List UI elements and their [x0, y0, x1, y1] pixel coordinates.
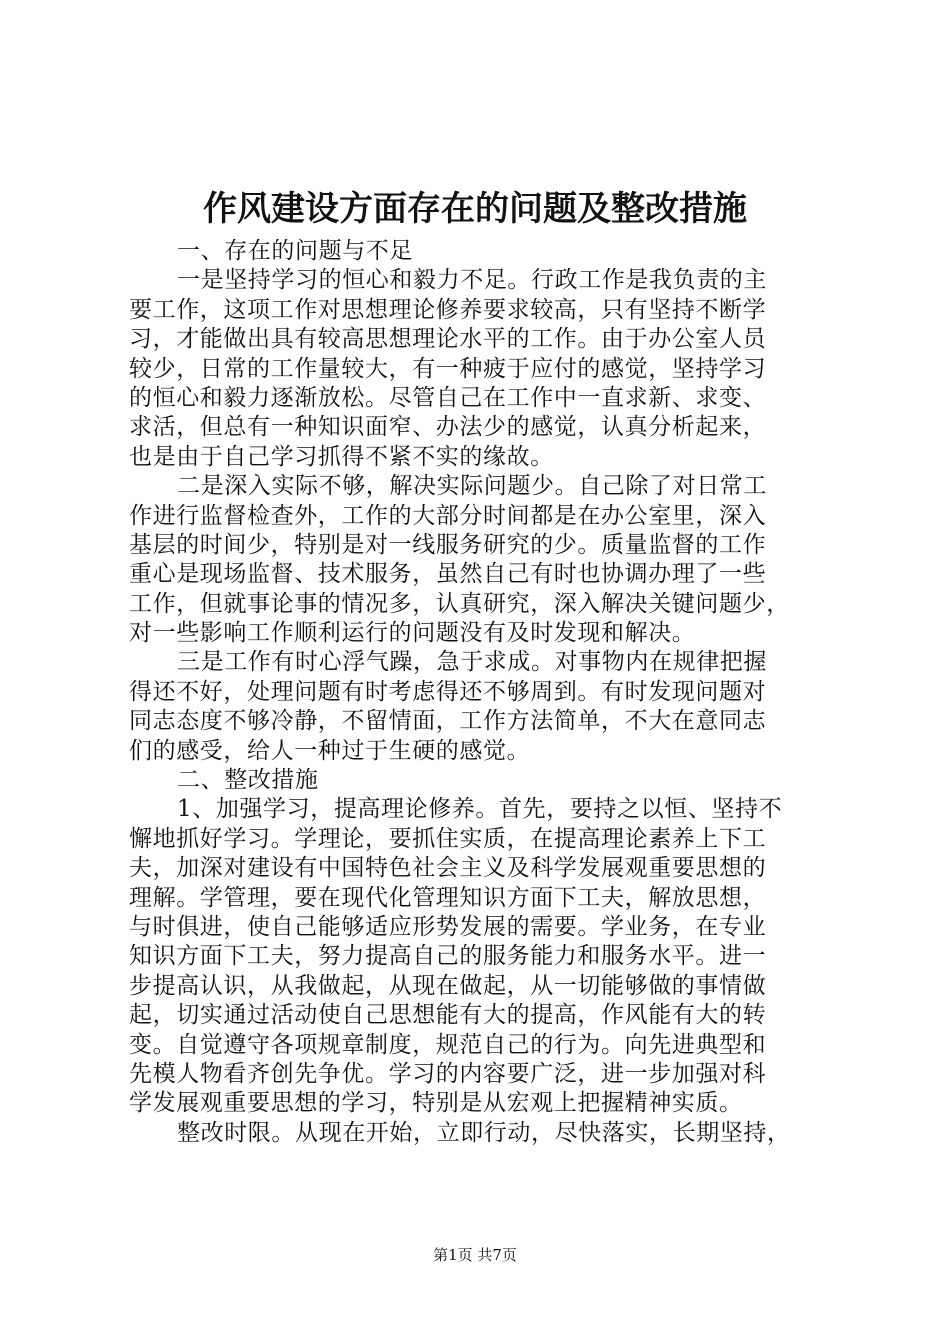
- text-line: 得还不好，处理问题有时考虑得还不够周到。有时发现问题对: [129, 678, 767, 705]
- text-line: 1、加强学习，提高理论修养。首先，要持之以恒、坚持不: [177, 796, 783, 823]
- text-line: 二是深入实际不够，解决实际问题少。自己除了对日常工: [177, 473, 767, 500]
- text-line: 变。自觉遵守各项规章制度，规范自己的行为。向先进典型和: [129, 1031, 767, 1058]
- text-line: 重心是现场监督、技术服务，虽然自己有时也协调办理了一些: [129, 561, 767, 588]
- text-line: 求活，但总有一种知识面窄、办法少的感觉，认真分析起来，: [129, 414, 767, 441]
- text-line: 与时俱进，使自己能够适应形势发展的需要。学业务，在专业: [129, 913, 767, 940]
- text-line: 一是坚持学习的恒心和毅力不足。行政工作是我负责的主: [177, 267, 767, 294]
- text-line: 作进行监督检查外，工作的大部分时间都是在办公室里，深入: [129, 502, 767, 529]
- text-line: 理解。学管理，要在现代化管理知识方面下工夫，解放思想，: [129, 884, 767, 911]
- text-line: 三是工作有时心浮气躁，急于求成。对事物内在规律把握: [177, 649, 767, 676]
- text-line: 们的感受，给人一种过于生硬的感觉。: [129, 737, 531, 764]
- text-line: 起，切实通过活动使自己思想能有大的提高，作风能有大的转: [129, 1002, 767, 1029]
- text-line: 也是由于自己学习抓得不紧不实的缘故。: [129, 443, 554, 470]
- text-line: 知识方面下工夫，努力提高自己的服务能力和服务水平。进一: [129, 943, 767, 970]
- text-line: 对一些影响工作顺利运行的问题没有及时发现和解决。: [129, 620, 696, 647]
- text-line: 工作，但就事论事的情况多，认真研究，深入解决关键问题少，: [129, 590, 790, 617]
- text-line: 一、存在的问题与不足: [177, 238, 413, 264]
- document-title: 作风建设方面存在的问题及整改措施: [203, 189, 747, 229]
- text-line: 整改时限。从现在开始，立即行动，尽快落实，长期坚持，: [177, 1119, 791, 1146]
- text-line: 夫，加深对建设有中国特色社会主义及科学发展观重要思想的: [129, 855, 767, 882]
- page-footer: 第1页 共7页: [433, 1246, 517, 1264]
- text-line: 懈地抓好学习。学理论，要抓住实质，在提高理论素养上下工: [129, 825, 767, 852]
- text-line: 习，才能做出具有较高思想理论水平的工作。由于办公室人员: [129, 326, 767, 353]
- text-line: 的恒心和毅力逐渐放松。尽管自己在工作中一直求新、求变、: [129, 384, 767, 411]
- text-line: 同志态度不够冷静，不留情面，工作方法简单，不大在意同志: [129, 708, 767, 735]
- text-line: 要工作，这项工作对思想理论修养要求较高，只有坚持不断学: [129, 296, 767, 323]
- document-body: [129, 237, 833, 1148]
- text-line: 先模人物看齐创先争优。学习的内容要广泛，进一步加强对科: [129, 1060, 767, 1087]
- text-line: 较少，日常的工作量较大，有一种疲于应付的感觉，坚持学习: [129, 355, 767, 382]
- text-line: 步提高认识，从我做起，从现在做起，从一切能够做的事情做: [129, 972, 767, 999]
- text-line: 基层的时间少，特别是对一线服务研究的少。质量监督的工作: [129, 531, 767, 558]
- text-line: 二、整改措施: [177, 767, 319, 794]
- text-line: 学发展观重要思想的学习，特别是从宏观上把握精神实质。: [129, 1090, 743, 1117]
